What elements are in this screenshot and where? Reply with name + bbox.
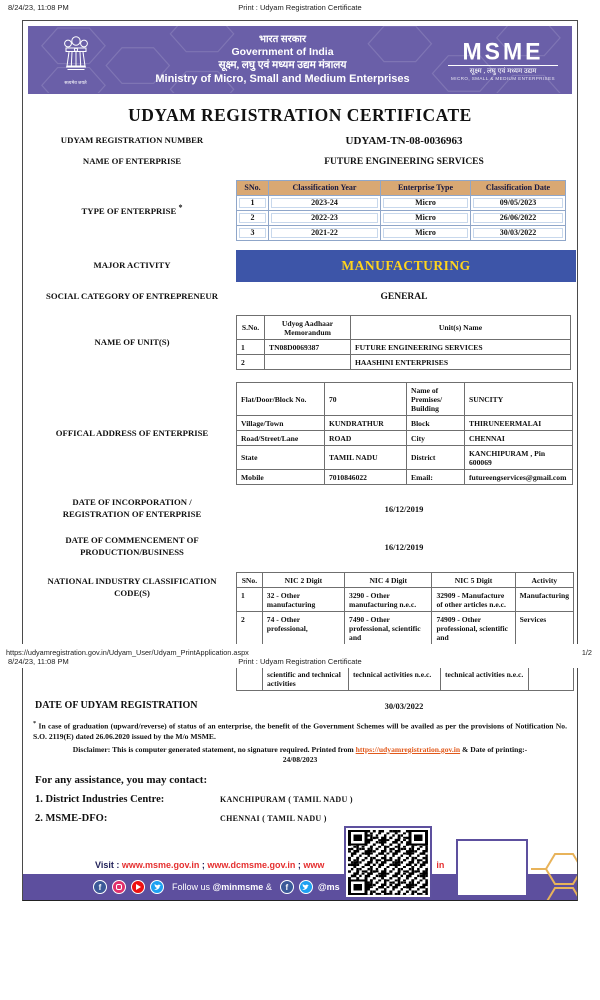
certificate-page-1 <box>22 20 578 644</box>
follow-prefix: Follow us <box>172 882 213 893</box>
enterprise-name-label: NAME OF ENTERPRISE <box>82 156 182 166</box>
note-text: In case of graduation (upward/reverse) of status of an enterprise, the benefit of the Government Schemes will be availed as per the provisions of Notification No. S.O. 2119(E) dated 26.06.2020 issued by the M/o MSME. <box>33 721 567 741</box>
ashoka-emblem-icon <box>56 34 96 80</box>
col-nic4: NIC 4 Digit <box>345 573 432 588</box>
col-sno: SNo. <box>237 180 269 195</box>
col-activity: Activity <box>515 573 573 588</box>
social-category-row <box>28 291 572 303</box>
msme-gov-link[interactable]: www.msme.gov.in <box>121 860 200 871</box>
dfo-value: CHENNAI ( TAMIL NADU ) <box>220 814 327 824</box>
table-row: 1 2023-24 Micro 09/05/2023 <box>237 195 566 210</box>
col-nic2: NIC 2 Digit <box>262 573 344 588</box>
urn-value: UDYAM-TN-08-0036963 <box>345 135 463 147</box>
major-activity-label: MAJOR ACTIVITY <box>93 259 171 270</box>
ministry-banner <box>28 26 572 94</box>
msme-logo-hindi: सूक्ष्म , लघु एवं मध्यम उद्यम <box>448 65 558 76</box>
visit-sep: ; <box>295 860 304 871</box>
col-sno: S.No. <box>237 316 265 340</box>
print-title: Print : Udyam Registration Certificate <box>238 3 362 12</box>
major-activity-row <box>28 250 572 282</box>
printing-date: 24/08/2023 <box>282 755 318 765</box>
social-category-value: GENERAL <box>380 291 428 302</box>
nic-label: NATIONAL INDUSTRY CLASSIFICATION CODE(S) <box>47 576 217 599</box>
table-row: 2 74 - Other professional, 7490 - Other professional, scientific and 74909 - Other professional, scientific and Services <box>237 612 574 645</box>
col-nic5: NIC 5 Digit <box>432 573 515 588</box>
print-timestamp: 8/24/23, 11:08 PM <box>8 3 69 12</box>
table-row: 1 32 - Other manufacturing 3290 - Other manufacturing n.e.c. 32909 - Manufacture of other articles n.e.c. Manufacturing <box>237 588 574 612</box>
incorporation-date-label: DATE OF INCORPORATION / REGISTRATION OF ENTERPRISE <box>62 497 202 520</box>
address-label: OFFICAL ADDRESS OF ENTERPRISE <box>55 428 209 439</box>
banner-text <box>123 34 442 87</box>
print-timestamp: 8/24/23, 11:08 PM <box>8 657 69 667</box>
type-label-text: TYPE OF ENTERPRISE <box>81 205 177 216</box>
units-label: NAME OF UNIT(S) <box>94 337 170 348</box>
table-row: 1 TN08D0069387 FUTURE ENGINEERING SERVICES <box>237 340 571 355</box>
print-footer-pagenum: 1/2 <box>581 648 592 658</box>
table-row: 2 2022-23 Micro 26/06/2022 <box>237 210 566 225</box>
assistance-heading: For any assistance, you may contact: <box>35 774 208 787</box>
incorporation-date-value: 16/12/2019 <box>384 504 424 515</box>
msme-logo-english: MICRO, SMALL & MEDIUM ENTERPRISES <box>451 75 555 81</box>
col-sno: SNo. <box>237 573 263 588</box>
commencement-date-row <box>28 535 572 558</box>
follow-amp: & <box>263 882 272 893</box>
social-category-label: SOCIAL CATEGORY OF ENTREPRENEUR <box>46 290 218 301</box>
third-link-partial[interactable]: www <box>303 860 325 871</box>
twitter-icon[interactable] <box>299 880 313 894</box>
table-row: Road/Street/Lane ROAD City CHENNAI <box>237 431 573 446</box>
msme-logo-word: MSME <box>462 36 544 65</box>
table-header-row <box>237 180 566 195</box>
dcmsme-gov-link[interactable]: www.dcmsme.gov.in <box>207 860 296 871</box>
table-header-row <box>237 573 574 588</box>
type-of-enterprise-row <box>28 180 572 241</box>
table-row: Mobile 7010846022 Email: futureengservices@gmail.com <box>237 470 573 485</box>
visit-sep: ; <box>199 860 208 871</box>
national-emblem <box>28 34 123 86</box>
youtube-icon[interactable] <box>131 880 145 894</box>
udyam-reg-date-label: DATE OF UDYAM REGISTRATION <box>35 700 198 712</box>
qr-code <box>344 826 432 899</box>
urn-row <box>28 135 572 147</box>
type-label-asterisk: * <box>178 202 183 212</box>
follow-handle-partial: @ms <box>317 882 340 893</box>
major-activity-value: MANUFACTURING <box>236 250 576 282</box>
visit-prefix: Visit : <box>95 860 122 871</box>
table-row: Flat/Door/Block No. 70 Name of Premises/ Building SUNCITY <box>237 383 573 416</box>
units-table <box>236 315 571 370</box>
table-row: State TAMIL NADU District KANCHIPURAM , Pin 600069 <box>237 446 573 470</box>
print-title: Print : Udyam Registration Certificate <box>238 657 362 667</box>
print-footer-url: https://udyamregistration.gov.in/Udyam_User/Udyam_PrintApplication.aspx <box>6 648 249 658</box>
col-classification-date: Classification Date <box>471 180 566 195</box>
table-row: 2 HAASHINI ENTERPRISES <box>237 355 571 370</box>
nic-table-continuation <box>236 668 574 691</box>
address-table <box>236 382 573 485</box>
table-row: Village/Town KUNDRATHUR Block THIRUNEERMALAI <box>237 416 573 431</box>
certificate-title: UDYAM REGISTRATION CERTIFICATE <box>128 105 472 125</box>
facebook-icon[interactable]: f <box>93 880 107 894</box>
print-header-page1 <box>0 0 600 14</box>
incorporation-date-row <box>28 497 572 520</box>
col-classification-year: Classification Year <box>269 180 381 195</box>
emblem-motto: सत्यमेव जयते <box>64 80 87 85</box>
dic-contact-row <box>35 794 577 805</box>
urn-label: UDYAM REGISTRATION NUMBER <box>60 135 204 146</box>
print-header-page2 <box>0 657 600 668</box>
enterprise-name-value: FUTURE ENGINEERING SERVICES <box>324 156 484 167</box>
dfo-contact-row <box>35 813 577 824</box>
graduation-note <box>33 720 567 742</box>
certificate-page-2 <box>22 668 578 901</box>
col-uam: Udyog Aadhaar Memorandum <box>265 316 351 340</box>
type-of-enterprise-label <box>28 203 236 218</box>
udyam-registration-link[interactable]: https://udyamregistration.gov.in <box>355 744 461 754</box>
udyam-reg-date-row <box>23 699 577 713</box>
type-of-enterprise-table <box>236 180 566 241</box>
units-row <box>28 315 572 370</box>
disclaimer <box>45 745 555 766</box>
dic-value: KANCHIPURAM ( TAMIL NADU ) <box>220 795 353 805</box>
print-footer-page1 <box>0 646 600 657</box>
govt-hindi: भारत सरकार <box>258 33 307 45</box>
disclaimer-suffix: & Date of printing:- <box>460 744 528 754</box>
follow-text <box>172 882 272 892</box>
nic-row <box>28 572 572 644</box>
udyam-reg-date-value: 30/03/2022 <box>384 701 424 712</box>
nic-table <box>236 572 574 644</box>
col-unit-name: Unit(s) Name <box>351 316 571 340</box>
col-enterprise-type: Enterprise Type <box>381 180 471 195</box>
follow-handle-minmsme: @minmsme <box>212 882 264 893</box>
commencement-date-label: DATE OF COMMENCEMENT OF PRODUCTION/BUSINESS <box>65 534 199 557</box>
msme-logo <box>442 36 572 81</box>
dfo-label: 2. MSME-DFO: <box>35 813 108 825</box>
table-header-row <box>237 316 571 340</box>
third-link-tail: in <box>436 860 445 871</box>
disclaimer-prefix: Disclaimer: This is computer generated statement, no signature required. Printed from <box>72 744 356 754</box>
verification-box <box>456 839 528 897</box>
ministry-english: Ministry of Micro, Small and Medium Enterprises <box>155 72 410 85</box>
address-row <box>28 382 572 485</box>
twitter-icon[interactable] <box>150 880 164 894</box>
dic-label: 1. District Industries Centre: <box>35 794 165 806</box>
note-asterisk: * <box>33 719 37 727</box>
govt-english: Government of India <box>231 46 334 59</box>
table-row: 3 2021-22 Micro 30/03/2022 <box>237 225 566 240</box>
instagram-icon[interactable] <box>112 880 126 894</box>
table-row: scientific and technical activities technical activities n.e.c. technical activities n.e.c. <box>237 668 574 691</box>
facebook-icon[interactable]: f <box>280 880 294 894</box>
ministry-hindi: सूक्ष्म, लघु एवं मध्यम उद्यम मंत्रालय <box>218 60 347 72</box>
enterprise-name-row <box>28 156 572 168</box>
commencement-date-value: 16/12/2019 <box>384 541 424 552</box>
